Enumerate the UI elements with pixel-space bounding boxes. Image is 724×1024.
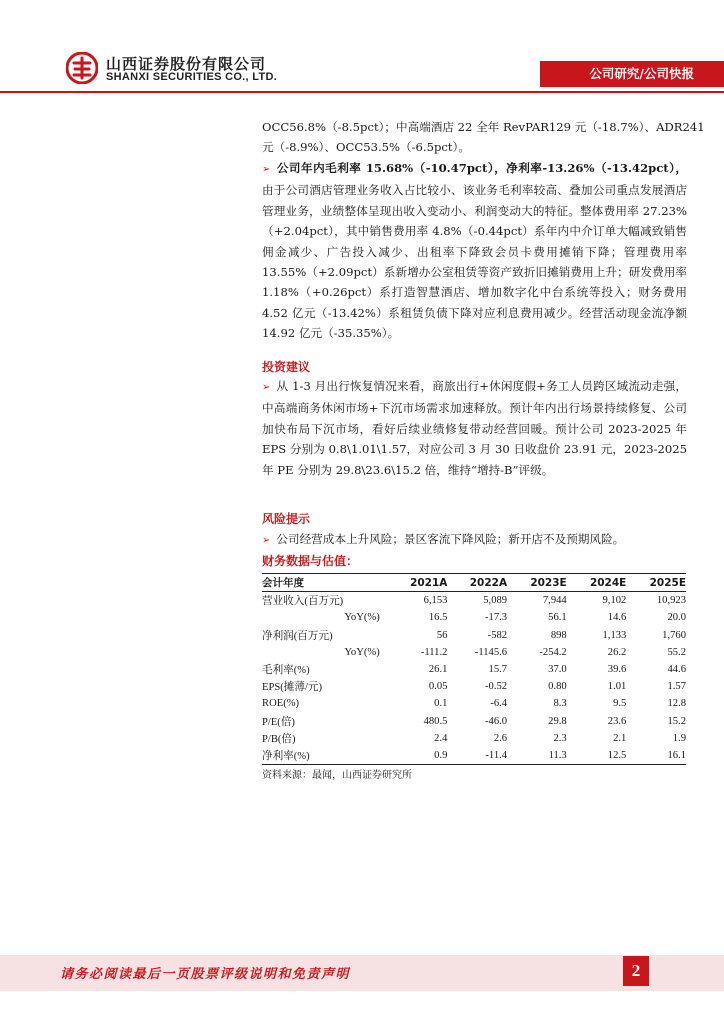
table-header-row	[262, 574, 686, 592]
table-cell: 37.0	[548, 664, 567, 676]
bullet-margin-analysis	[262, 158, 687, 344]
row-label: 营业收入(百万元)	[262, 596, 344, 608]
financial-table	[262, 573, 686, 765]
table-row	[262, 747, 686, 765]
bullet-arrow-icon: ➢	[262, 535, 271, 546]
risk-paragraph	[262, 529, 687, 551]
table-cell: 1.57	[667, 681, 686, 693]
table-cell: 39.6	[607, 664, 627, 676]
table-cell: 23.6	[607, 715, 627, 727]
table-row	[262, 627, 686, 644]
table-cell: 2.6	[493, 732, 508, 744]
table-cell: 26.2	[607, 646, 627, 658]
table-cell: 2.3	[553, 732, 567, 744]
table-cell: 2.1	[613, 732, 627, 744]
table-cell: 10,923	[656, 595, 686, 607]
table-row	[262, 609, 686, 626]
company-logo-icon	[66, 52, 98, 84]
data-source-note: 资料来源：最闻，山西证券研究所	[262, 770, 412, 781]
bullet-bold-lead: 公司年内毛利率 15.68%（-10.47pct），净利率-13.26%（-13.42pct），	[276, 161, 687, 175]
table-cell: 6,153	[423, 595, 448, 607]
company-name-cn: 山西证券股份有限公司	[106, 55, 267, 73]
table-cell: -6.4	[490, 698, 508, 710]
row-label: YoY(%)	[344, 612, 380, 624]
table-cell: 9,102	[602, 595, 627, 607]
risk-text: 公司经营成本上升风险；景区客流下降风险；新开店不及预期风险。	[276, 532, 625, 546]
bullet-body-text: 由于公司酒店管理业务收入占比较小、该业务毛利率较高、叠加公司重点发展酒店管理业务，业绩整体呈现出收入变动小、利润变动大的特征。整体费用率 27.23%（+2.04pct），其中销售费用率 4.8%（-0.44pct）系年内中介订单大幅减致销售佣金减少、广告投入减少、出租率下降致会员卡费用摊销下降；管理费用率 13.55%（+2.09pct）系新增办公室租赁等资产致折旧摊销费用上升；研发费用率 1.18%（+0.26pct）系打造智慧酒店、增加数字化中台系统等投入；财务费用 4.52 亿元（-13.42%）系租赁负债下降对应利息费用减少。经营活动现金流净额 14.92 亿元（-35.35%）。	[262, 183, 687, 341]
table-cell: 16.5	[428, 612, 448, 624]
table-cell: 9.5	[613, 698, 627, 710]
table-cell: 1,760	[662, 629, 686, 641]
paragraph-continued	[262, 117, 705, 158]
table-cell: 0.05	[428, 681, 448, 693]
table-cell: -1145.6	[474, 646, 508, 658]
table-cell: 1,133	[602, 629, 627, 641]
section-heading-risk: 风险提示	[262, 512, 311, 526]
table-row	[262, 592, 686, 610]
table-cell: 7,944	[542, 595, 567, 607]
invest-paragraph	[262, 376, 687, 480]
table-cell: 20.0	[667, 612, 686, 624]
table-cell: 15.2	[667, 715, 686, 727]
table-row	[262, 730, 686, 747]
table-header-cell: 2025E	[626, 574, 686, 592]
table-cell: 14.6	[607, 612, 627, 624]
section-heading-financials: 财务数据与估值：	[262, 554, 359, 568]
table-cell: -46.0	[485, 715, 508, 727]
table-row	[262, 644, 686, 661]
footer-disclaimer: 请务必阅读最后一页股票评级说明和免责声明	[60, 967, 351, 982]
table-header-cell: 2021A	[388, 574, 448, 592]
table-cell: 898	[550, 629, 567, 641]
row-label: YoY(%)	[344, 646, 380, 658]
table-cell: 5,089	[483, 595, 508, 607]
table-cell: -11.4	[447, 747, 507, 765]
table-cell: 0.9	[388, 747, 448, 765]
report-type-banner: 公司研究/公司快报	[540, 61, 724, 87]
table-header-cell: 2024E	[567, 574, 627, 592]
row-label: P/E(倍)	[262, 716, 295, 728]
table-cell: 56.1	[548, 612, 567, 624]
table-header-cell: 2023E	[507, 574, 567, 592]
table-body	[262, 592, 686, 765]
table-row	[262, 713, 686, 730]
table-cell: 8.3	[553, 698, 567, 710]
table-cell: 2.4	[434, 732, 448, 744]
table-cell: 15.7	[488, 664, 508, 676]
table-cell: 1.9	[672, 732, 686, 744]
header-rule	[0, 91, 724, 93]
table-header-cell: 2022A	[447, 574, 507, 592]
row-label: ROE(%)	[262, 698, 300, 710]
bullet-arrow-icon: ➢	[262, 382, 271, 393]
table-cell: 1.01	[607, 681, 627, 693]
section-heading-invest: 投资建议	[262, 360, 311, 374]
bullet-arrow-icon: ➢	[262, 164, 271, 175]
row-label: 净利润(百万元)	[262, 630, 333, 642]
table-cell: 0.80	[548, 681, 567, 693]
table-cell: 29.8	[548, 715, 567, 727]
paragraph-line: OCC56.8%（-8.5pct）；中高端酒店 22 全年 RevPAR129 元（-18.7%）、ADR241	[262, 120, 705, 134]
row-label: 毛利率(%)	[262, 665, 310, 677]
table-cell: 12.8	[667, 698, 686, 710]
table-row	[262, 695, 686, 712]
row-label: P/B(倍)	[262, 733, 296, 745]
table-row	[262, 678, 686, 695]
table-cell: 26.1	[428, 664, 448, 676]
table-cell: -17.3	[485, 612, 508, 624]
table-cell: 480.5	[423, 715, 448, 727]
row-label: EPS(摊薄/元)	[262, 682, 323, 694]
table-cell: -582	[487, 629, 508, 641]
table-cell: 16.1	[626, 747, 686, 765]
row-label: 净利率(%)	[262, 747, 388, 765]
table-cell: -0.52	[485, 681, 508, 693]
table-cell: 55.2	[667, 646, 686, 658]
table-cell: 12.5	[567, 747, 627, 765]
table-header-cell: 会计年度	[262, 574, 388, 592]
table-row	[262, 661, 686, 678]
invest-text: 从 1-3 月出行恢复情况来看，商旅出行+休闲度假+务工人员跨区域流动走强，中高端商务休闲市场+下沉市场需求加速释放。预计年内出行场景持续修复、公司加快布局下沉市场，看好后续业绩修复带动经营回暖。预计公司 2023-2025 年 EPS 分别为 0.8\1.01\1.57，对应公司 3 月 30 日收盘价 23.91 元，2023-2025 年 PE 分别为 29.8\23.6\15.2 倍，维持“增持-B”评级。	[262, 379, 687, 477]
table-cell: 11.3	[507, 747, 567, 765]
paragraph-line: 元（-8.9%）、OCC53.5%（-6.5pct）。	[262, 140, 470, 155]
table-cell: -254.2	[539, 646, 567, 658]
page-number: 2	[623, 956, 649, 986]
table-cell: 0.1	[434, 698, 448, 710]
company-name-en: SHANXI SECURITIES CO., LTD.	[106, 71, 278, 83]
table-cell: -111.2	[420, 646, 448, 658]
table-cell: 56	[436, 629, 448, 641]
table-cell: 44.6	[667, 664, 686, 676]
